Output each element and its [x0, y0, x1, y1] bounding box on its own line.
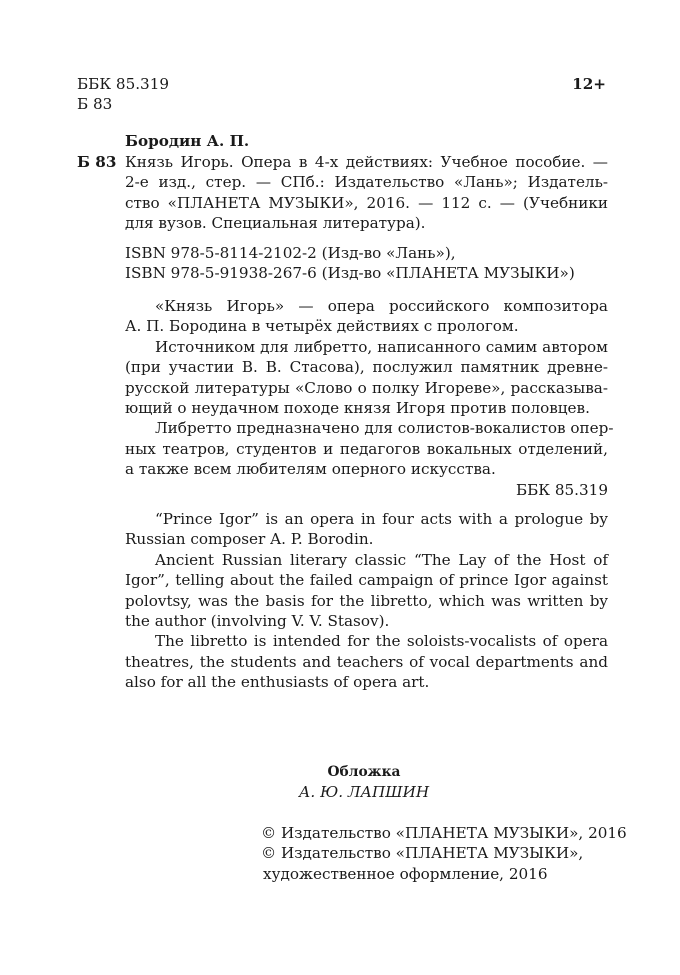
- isbn-line: ISBN 978-5-8114-2102-2 (Изд-во «Лань»),: [125, 244, 456, 262]
- annotation-en-line: theatres, the students and teachers of vocal departments and: [125, 652, 608, 671]
- annotation-en-line: “Prince Igor” is an opera in four acts with a prologue by: [155, 510, 608, 528]
- annotation-ru-line: Либретто предназначено для солистов-вокалистов опер-: [155, 419, 614, 438]
- annotation-en: [125, 509, 608, 693]
- author-mark: Б 83: [77, 95, 113, 113]
- catalog-line: для вузов. Специальная литература).: [125, 214, 426, 233]
- annotation-ru-line: «Князь Игорь» — опера российского композитора: [155, 297, 608, 315]
- age-rating: 12+: [572, 75, 606, 93]
- catalog-line: ство «ПЛАНЕТА МУЗЫКИ», 2016. — 112 с. — (Учебники: [125, 193, 608, 212]
- bbk-code: ББК 85.319: [77, 75, 170, 93]
- annotation-ru-line: а также всем любителям оперного искусства.: [125, 460, 496, 479]
- annotation-en-line: the author (involving V. V. Stasov).: [125, 611, 390, 630]
- annotation-en-line: polovtsy, was the basis for the libretto, which was written by: [125, 591, 608, 610]
- catalog-author-mark: Б 83: [77, 153, 117, 171]
- annotation-en-line: Ancient Russian literary classic “The Lay of the Host of: [155, 550, 608, 569]
- annotation-en-line: Igor”, telling about the failed campaign of prince Igor against: [125, 571, 608, 590]
- annotation-en-line: also for all the enthusiasts of opera art.: [125, 673, 430, 692]
- annotation-ru: [125, 296, 614, 500]
- catalog-author: Бородин А. П.: [125, 132, 250, 150]
- copyright-block: [261, 823, 627, 884]
- annotation-ru-bbk: ББК 85.319: [515, 480, 608, 499]
- cover-artist: А. Ю. ЛАПШИН: [298, 783, 430, 801]
- annotation-ru-line: ющий о неудачном походе князя Игоря против половцев.: [125, 398, 590, 417]
- isbn-line: ISBN 978-5-91938-267-6 (Изд-во «ПЛАНЕТА МУЗЫКИ»): [125, 264, 575, 283]
- catalog-description: [125, 152, 608, 234]
- catalog-line: Князь Игорь. Опера в 4-х действиях: Учебное пособие. —: [125, 153, 608, 171]
- annotation-ru-line: Источником для либретто, написанного самим автором: [155, 337, 608, 356]
- copyright-line: художественное оформление, 2016: [263, 864, 548, 883]
- annotation-ru-line: А. П. Бородина в четырёх действиях с прологом.: [125, 317, 519, 336]
- copyright-line: © Издательство «ПЛАНЕТА МУЗЫКИ»,: [261, 844, 584, 863]
- catalog-line: 2-е изд., стер. — СПб.: Издательство «Лань»; Издатель-: [125, 173, 608, 192]
- annotation-ru-line: ных театров, студентов и педагогов вокальных отделений,: [125, 439, 608, 458]
- annotation-ru-line: (при участии В. В. Стасова), послужил памятник древне-: [125, 358, 608, 377]
- annotation-en-line: The libretto is intended for the soloists-vocalists of opera: [155, 632, 608, 651]
- copyright-line: © Издательство «ПЛАНЕТА МУЗЫКИ», 2016: [261, 824, 627, 842]
- annotation-ru-line: русской литературы «Слово о полку Игореве», рассказыва-: [125, 378, 608, 397]
- annotation-en-line: Russian composer A. P. Borodin.: [125, 530, 374, 549]
- cover-label: Обложка: [327, 764, 401, 780]
- isbn-block: [125, 243, 608, 284]
